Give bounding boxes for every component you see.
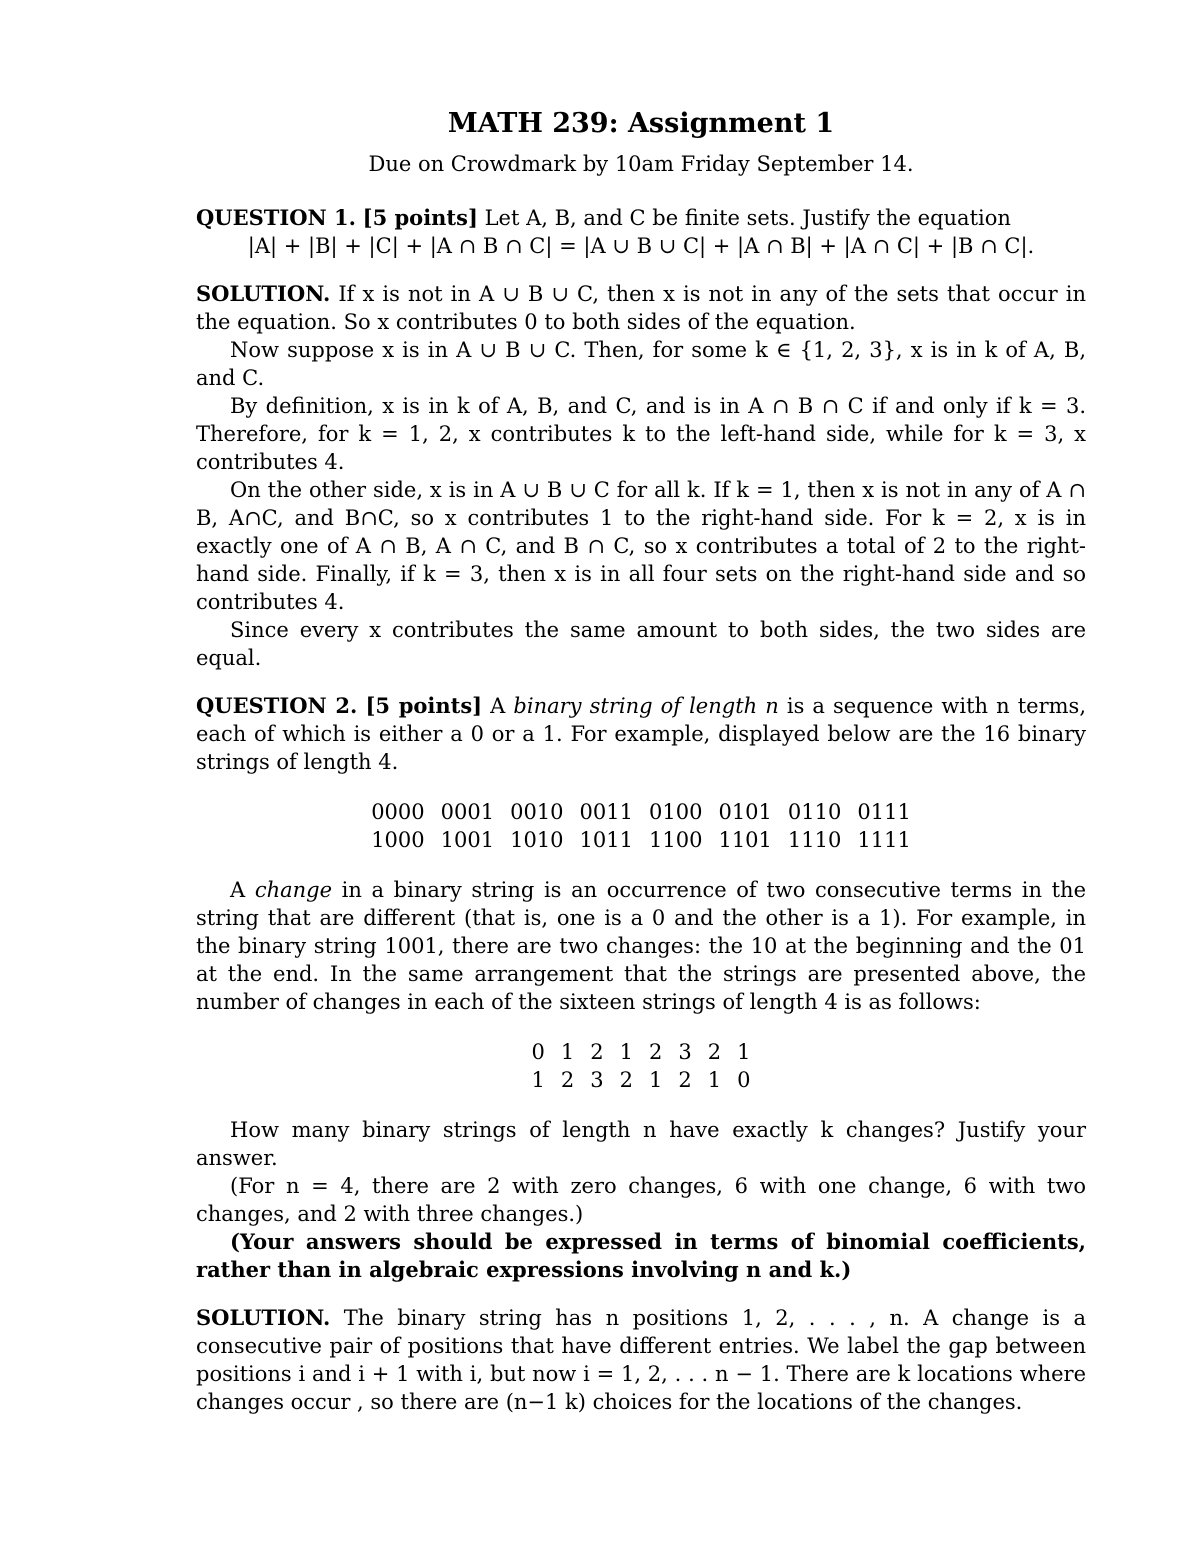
solution-2-label: SOLUTION. xyxy=(196,1305,331,1330)
binary-strings-table xyxy=(363,798,919,854)
table-cell: 3 xyxy=(678,1040,692,1064)
table-cell: 2 xyxy=(649,1040,663,1064)
question-2-note: (Your answers should be expressed in terms of binomial coefficients, rather than in algebraic expressions involving n and k.) xyxy=(196,1229,1086,1282)
table-row xyxy=(363,826,919,854)
table-cell: 0111 xyxy=(857,800,911,824)
change-definition-b: in a binary string is an occurrence of two consecutive terms in the string that are different (that is, one is a 0 and the other is a 1). For example, in the binary string 1001, there are two changes: the 10 at the beginning and the 01 at the end. In the same arrangement that the strings are presented above, the number of changes in each of the sixteen strings of length 4 is as follows: xyxy=(196,878,1086,1014)
table-cell: 3 xyxy=(590,1068,604,1092)
table-cell: 0110 xyxy=(787,800,842,824)
page-title: MATH 239: Assignment 1 xyxy=(447,108,835,139)
solution-1-para-2: Now suppose x is in A ∪ B ∪ C. Then, for some k ∈ {1, 2, 3}, x is in k of A, B, and C. xyxy=(196,338,1086,390)
solution-1-label: SOLUTION. xyxy=(196,281,331,306)
table-cell: 1011 xyxy=(579,828,633,852)
question-2-points: [5 points] xyxy=(365,693,483,718)
due-date: Due on Crowdmark by 10am Friday September 14. xyxy=(368,152,914,176)
table-cell: 0000 xyxy=(371,800,425,824)
table-cell: 1111 xyxy=(857,828,911,852)
table-cell: 2 xyxy=(707,1040,722,1064)
table-cell: 1100 xyxy=(649,828,703,852)
solution-1 xyxy=(196,280,1086,672)
question-2-intro-b: is a sequence with n terms, each of which is either a 0 or a 1. For example, displayed below are the 16 binary strings of length 4. xyxy=(196,694,1086,774)
table-cell: 2 xyxy=(619,1068,633,1092)
table-cell: 1 xyxy=(649,1068,663,1092)
table-cell: 1 xyxy=(531,1068,545,1092)
table-cell: 0 xyxy=(737,1068,751,1092)
document-page xyxy=(196,104,1086,1416)
solution-1-text-1: If x is not in A ∪ B ∪ C, then x is not in any of the sets that occur in the equation. So x contributes 0 to both sides of the equation. xyxy=(196,282,1086,334)
binary-strings-table-wrap xyxy=(196,798,1086,854)
table-cell: 1000 xyxy=(371,828,425,852)
table-cell: 0010 xyxy=(510,800,564,824)
solution-2-para-1 xyxy=(196,1304,1086,1416)
solution-1-para-1 xyxy=(196,280,1086,336)
question-2-ask: How many binary strings of length n have exactly k changes? Justify your answer. xyxy=(196,1118,1086,1170)
table-cell: 1110 xyxy=(787,828,842,852)
table-cell: 2 xyxy=(678,1068,692,1092)
changes-table xyxy=(524,1038,759,1094)
question-1 xyxy=(196,204,1086,232)
table-cell: 1 xyxy=(560,1040,575,1064)
table-cell: 2 xyxy=(590,1040,604,1064)
table-cell: 0101 xyxy=(718,800,772,824)
question-2-label: QUESTION 2. xyxy=(196,693,358,718)
question-2 xyxy=(196,692,1086,1284)
table-cell: 1001 xyxy=(440,828,495,852)
table-cell: 0100 xyxy=(649,800,703,824)
binary-string-term: binary string of length n xyxy=(513,694,779,718)
change-definition xyxy=(196,876,1086,1016)
question-1-text: Let A, B, and C be finite sets. Justify the equation xyxy=(484,206,1011,230)
question-1-label: QUESTION 1. xyxy=(196,205,356,230)
table-row xyxy=(363,798,919,826)
change-term: change xyxy=(254,878,333,902)
solution-2 xyxy=(196,1304,1086,1416)
question-1-points: [5 points] xyxy=(362,205,478,230)
table-cell: 1 xyxy=(707,1068,722,1092)
solution-1-para-3: By definition, x is in k of A, B, and C, and is in A ∩ B ∩ C if and only if k = 3. Therefore, for k = 1, 2, x contributes k to the left-hand side, while for k = 3, x contributes 4. xyxy=(196,394,1086,474)
table-row xyxy=(524,1066,759,1094)
table-cell: 2 xyxy=(560,1068,575,1092)
solution-2-text-1: The binary string has n positions 1, 2, . . . , n. A change is a consecutive pair of positions that have different entries. We label the gap between positions i and i + 1 with i, but now i = 1, 2, . . . n − 1. There are k locations where changes occur , so there are (n−1 k) choices for the locations of the changes. xyxy=(196,1306,1086,1414)
question-1-equation: |A| + |B| + |C| + |A ∩ B ∩ C| = |A ∪ B ∪ C| + |A ∩ B| + |A ∩ C| + |B ∩ C|. xyxy=(247,234,1035,258)
solution-1-para-4: On the other side, x is in A ∪ B ∪ C for all k. If k = 1, then x is not in any of A ∩ B, A∩C, and B∩C, so x contributes 1 to the right-hand side. For k = 2, x is in exactly one of A ∩ B, A ∩ C, and B ∩ C, so x contributes a total of 2 to the right-hand side. Finally, if k = 3, then x is in all four sets on the right-hand side and so contributes 4. xyxy=(196,478,1086,614)
change-definition-a: A xyxy=(230,878,246,902)
table-cell: 0001 xyxy=(440,800,495,824)
table-cell: 1010 xyxy=(510,828,564,852)
solution-1-para-5: Since every x contributes the same amount to both sides, the two sides are equal. xyxy=(196,618,1086,670)
table-cell: 1 xyxy=(737,1040,751,1064)
question-2-example: (For n = 4, there are 2 with zero changes, 6 with one change, 6 with two changes, and 2 with three changes.) xyxy=(196,1174,1086,1226)
changes-table-wrap xyxy=(196,1038,1086,1094)
question-2-intro-a: A xyxy=(490,694,506,718)
question-2-intro xyxy=(196,692,1086,776)
table-cell: 0 xyxy=(531,1040,545,1064)
table-cell: 0011 xyxy=(579,800,633,824)
table-cell: 1 xyxy=(619,1040,633,1064)
table-row xyxy=(524,1038,759,1066)
table-cell: 1101 xyxy=(718,828,772,852)
